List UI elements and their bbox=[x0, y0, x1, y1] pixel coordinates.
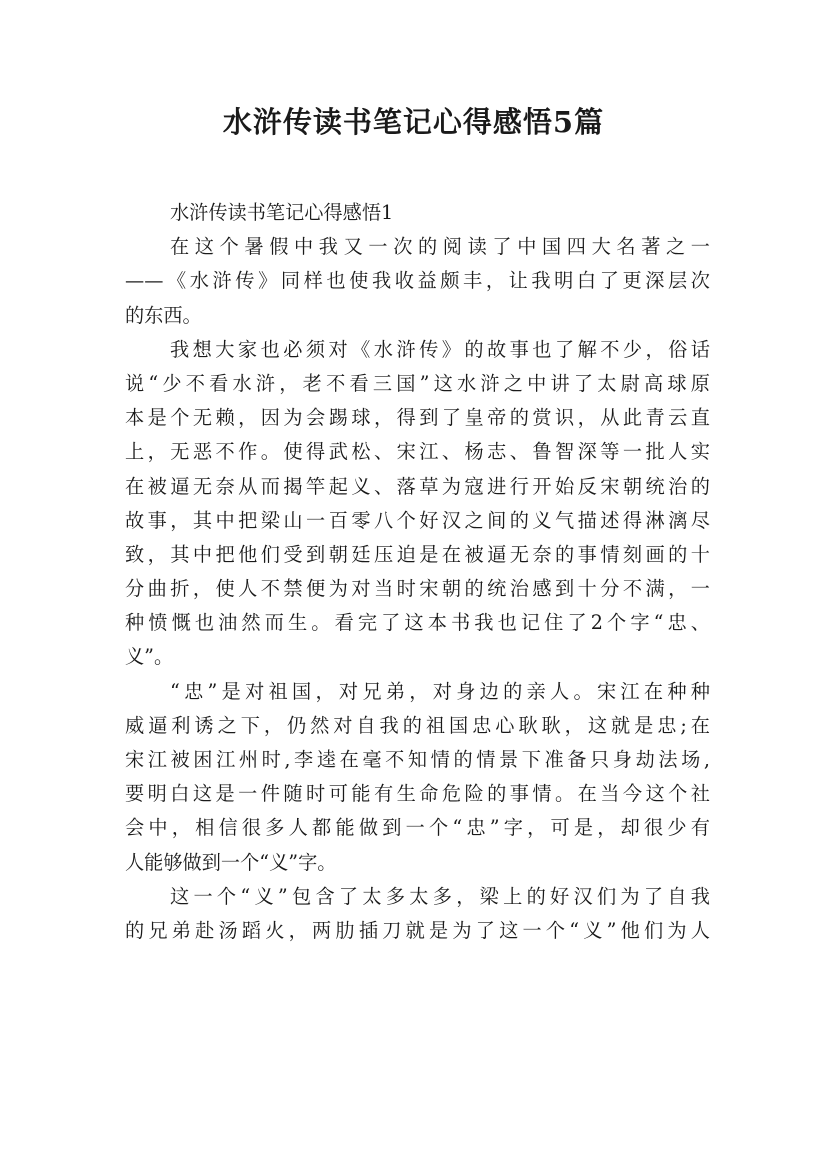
section-heading: 水浒传读书笔记心得感悟1 bbox=[170, 201, 394, 224]
paragraph-3-line: “忠”是对祖国，对兄弟，对身边的亲人。宋江在种种 bbox=[170, 679, 710, 703]
paragraph-2-line: 义”。 bbox=[125, 645, 174, 669]
paragraph-3-line: 会中，相信很多人都能做到一个“忠”字，可是，却很少有 bbox=[125, 816, 710, 840]
paragraph-2-line: 本是个无赖，因为会踢球，得到了皇帝的赏识，从此青云直 bbox=[125, 406, 710, 430]
paragraph-2-line: 故事，其中把梁山一百零八个好汉之间的义气描述得淋漓尽 bbox=[125, 508, 710, 532]
paragraph-2-line: 种愤慨也油然而生。看完了这本书我也记住了2个字“忠、 bbox=[125, 611, 710, 635]
paragraph-2-line: 致，其中把他们受到朝廷压迫是在被逼无奈的事情刻画的十 bbox=[125, 542, 710, 566]
paragraph-2-line: 我想大家也必须对《水浒传》的故事也了解不少，俗话 bbox=[170, 337, 710, 361]
paragraph-3-line: 人能够做到一个“义”字。 bbox=[125, 850, 337, 874]
paragraph-3-line: 威逼利诱之下，仍然对自我的祖国忠心耿耿，这就是忠;在 bbox=[125, 713, 710, 737]
paragraph-3-line: 宋江被困江州时,李逵在毫不知情的情景下准备只身劫法场, bbox=[125, 748, 710, 771]
document-title: 水浒传读书笔记心得感悟5篇 bbox=[222, 105, 605, 139]
paragraph-1-line: ——《水浒传》同样也使我收益颇丰，让我明白了更深层次 bbox=[125, 269, 710, 293]
paragraph-2-line: 分曲折，使人不禁便为对当时宋朝的统治感到十分不满，一 bbox=[125, 577, 710, 601]
paragraph-4-line: 这一个“义”包含了太多太多，梁上的好汉们为了自我 bbox=[170, 884, 710, 908]
paragraph-1-line: 的东西。 bbox=[125, 303, 202, 327]
paragraph-container bbox=[125, 230, 710, 948]
paragraph-2-line: 在被逼无奈从而揭竿起义、落草为寇进行开始反宋朝统治的 bbox=[125, 474, 710, 498]
paragraph-1-line: 在这个暑假中我又一次的阅读了中国四大名著之一 bbox=[170, 235, 710, 259]
paragraph-4-line: 的兄弟赴汤蹈火，两肋插刀就是为了这一个“义”他们为人 bbox=[125, 918, 710, 942]
paragraph-3-line: 要明白这是一件随时可能有生命危险的事情。在当今这个社 bbox=[125, 782, 710, 806]
document-body bbox=[125, 196, 710, 948]
paragraph-2-line: 说“少不看水浒，老不看三国”这水浒之中讲了太尉高球原 bbox=[125, 371, 710, 395]
paragraph-2-line: 上，无恶不作。使得武松、宋江、杨志、鲁智深等一批人实 bbox=[125, 440, 710, 464]
